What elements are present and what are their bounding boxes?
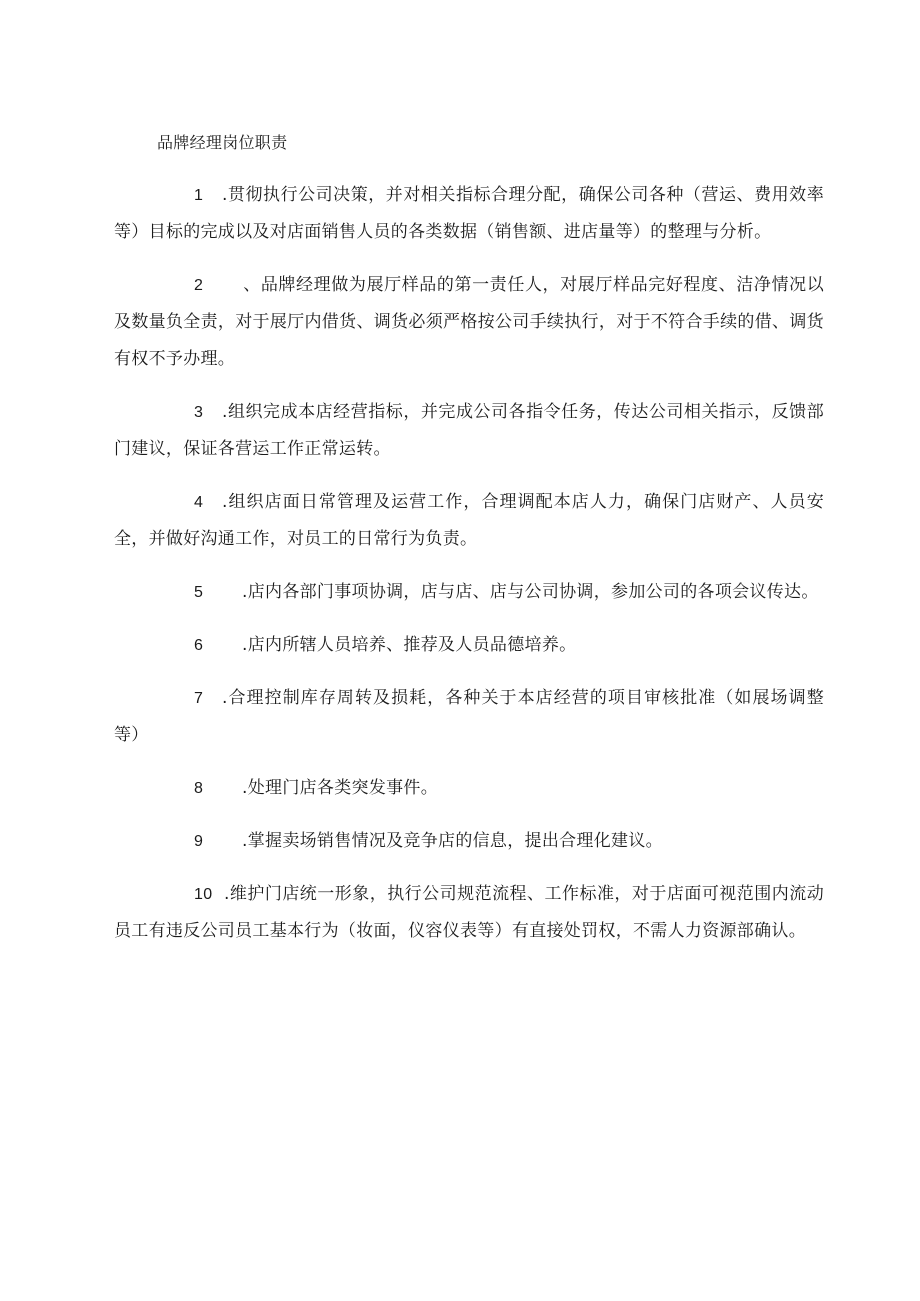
duty-item-7 <box>114 680 824 754</box>
item-separator: 、 <box>243 275 261 295</box>
item-number: 6 <box>194 637 204 654</box>
item-number: 1 <box>194 187 204 204</box>
duty-item-6 <box>114 627 824 664</box>
duty-item-1 <box>114 177 824 251</box>
duty-item-8 <box>114 770 824 807</box>
item-number: 2 <box>194 277 204 294</box>
duty-item-10 <box>114 876 824 950</box>
item-text: 掌握卖场销售情况及竞争店的信息，提出合理化建议。 <box>247 831 663 851</box>
item-number: 8 <box>194 780 204 797</box>
item-separator: . <box>222 492 228 512</box>
item-number: 3 <box>194 404 204 421</box>
duty-item-5 <box>114 574 824 611</box>
item-separator: . <box>242 831 248 851</box>
item-text: 组织完成本店经营指标，并完成公司各指令任务，传达公司相关指示，反馈部门建议，保证各营运工作正常运转。 <box>114 402 824 459</box>
item-text: 品牌经理做为展厅样品的第一责任人，对展厅样品完好程度、洁净情况以及数量负全责，对于展厅内借货、调货必须严格按公司手续执行，对于不符合手续的借、调货有权不予办理。 <box>114 275 824 369</box>
document-title: 品牌经理岗位职责 <box>157 133 288 152</box>
item-text: 店内所辖人员培养、推荐及人员品德培养。 <box>247 635 577 655</box>
item-separator: . <box>242 582 248 602</box>
item-number: 10 <box>194 886 213 903</box>
item-number: 5 <box>194 584 204 601</box>
item-number: 9 <box>194 833 204 850</box>
item-number: 4 <box>194 494 204 511</box>
item-separator: . <box>242 778 248 798</box>
duty-item-2 <box>114 267 824 378</box>
item-text: 处理门店各类突发事件。 <box>247 778 439 798</box>
item-text: 维护门店统一形象，执行公司规范流程、工作标准，对于店面可视范围内流动员工有违反公司员工基本行为（妆面，仪容仪表等）有直接处罚权，不需人力资源部确认。 <box>114 884 824 941</box>
item-text: 贯彻执行公司决策，并对相关指标合理分配，确保公司各种（营运、费用效率等）目标的完成以及对店面销售人员的各类数据（销售额、进店量等）的整理与分析。 <box>114 185 824 242</box>
item-number: 7 <box>194 690 204 707</box>
item-text: 组织店面日常管理及运营工作，合理调配本店人力，确保门店财产、人员安全，并做好沟通工作，对员工的日常行为负责。 <box>114 492 824 549</box>
item-separator: . <box>222 688 228 708</box>
duty-item-9 <box>114 823 824 860</box>
duty-item-3 <box>114 394 824 468</box>
item-separator: . <box>222 402 228 422</box>
duty-item-4 <box>114 484 824 558</box>
item-separator: . <box>222 185 228 205</box>
item-separator: . <box>242 635 248 655</box>
item-text: 合理控制库存周转及损耗，各种关于本店经营的项目审核批准（如展场调整等） <box>114 688 824 745</box>
item-text: 店内各部门事项协调，店与店、店与公司协调，参加公司的各项会议传达。 <box>247 582 819 602</box>
document-body <box>114 124 824 966</box>
item-separator: . <box>224 884 230 904</box>
